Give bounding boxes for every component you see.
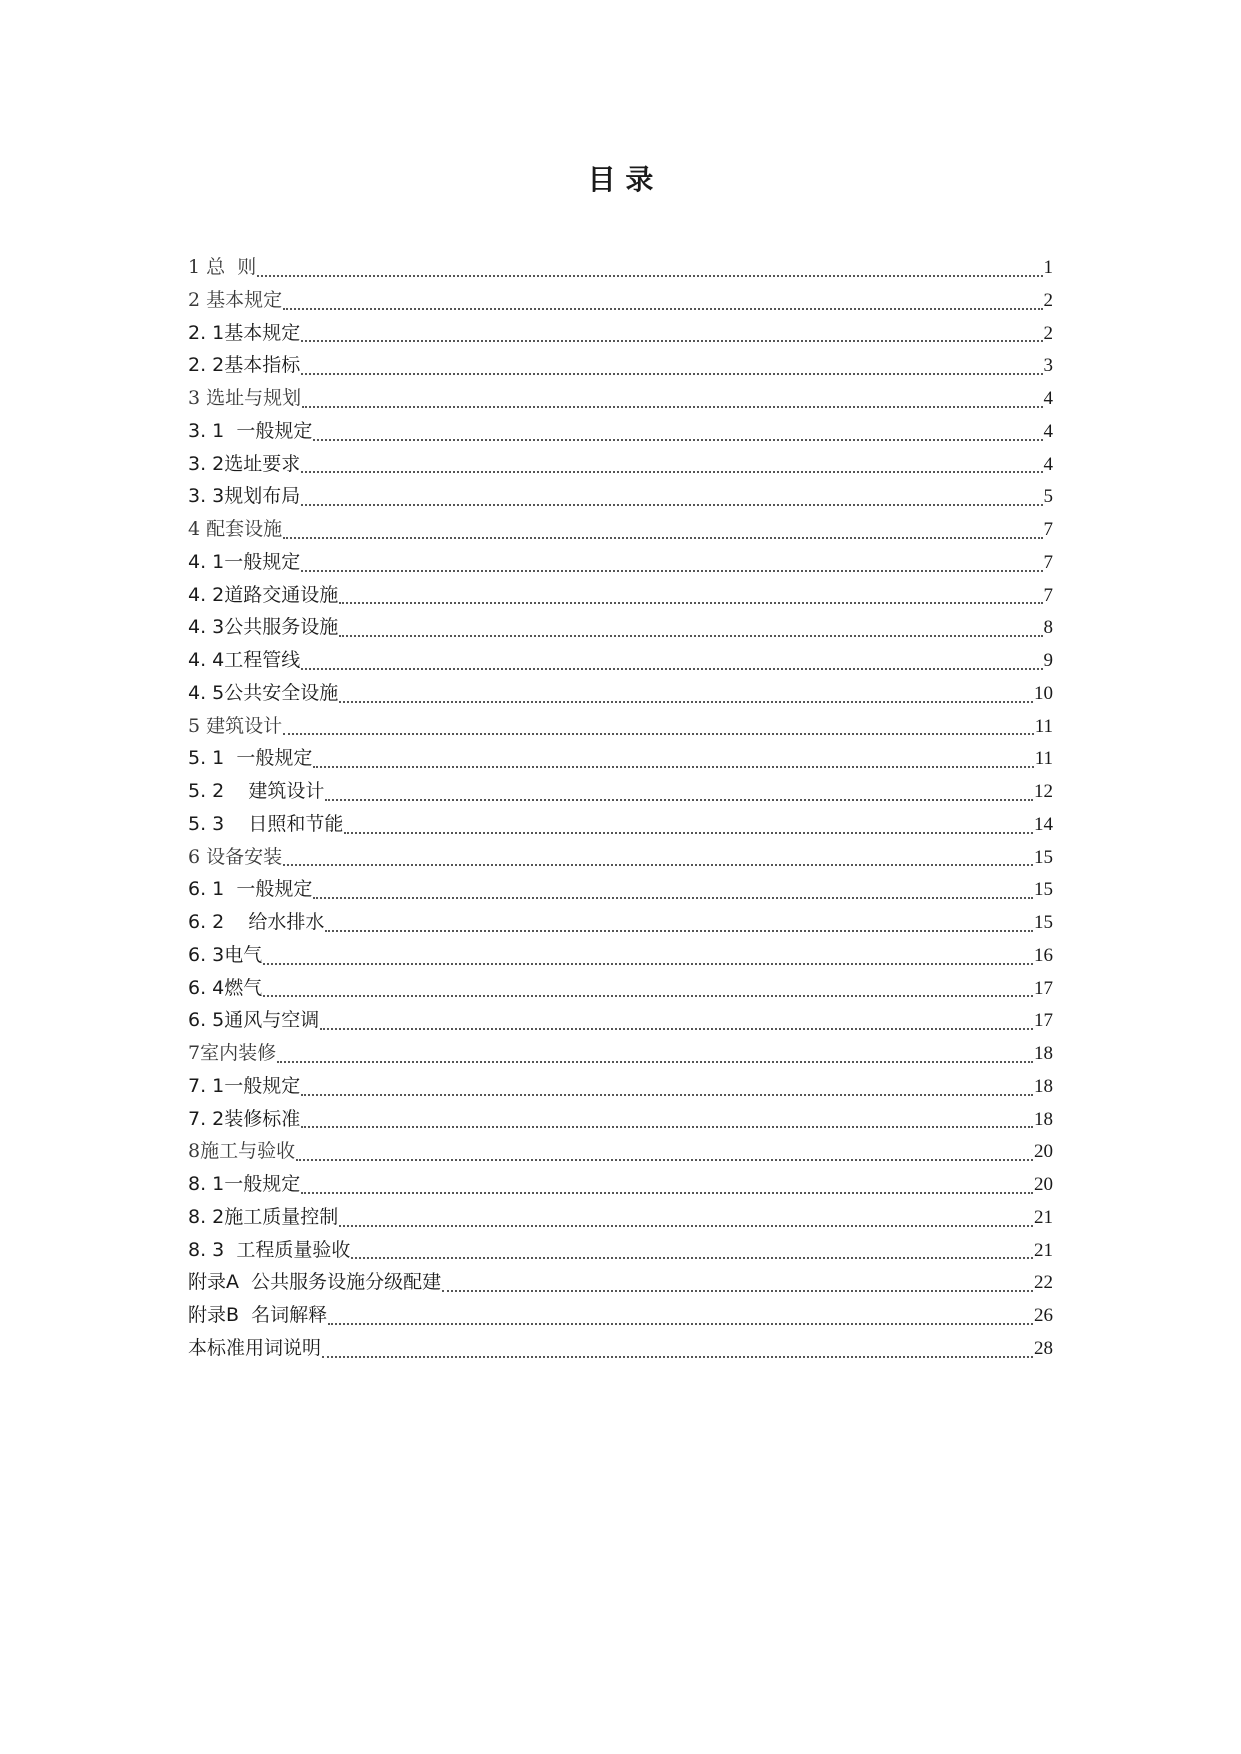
dot-leader <box>351 1256 1033 1259</box>
toc-page-number: 21 <box>1034 1239 1053 1261</box>
toc-entry-title: 2 基本规定 <box>188 288 283 311</box>
toc-entry[interactable] <box>188 677 1053 710</box>
toc-entry-title: 4. 4工程管线 <box>188 649 301 671</box>
toc-page-number: 10 <box>1034 682 1053 704</box>
dot-leader <box>302 405 1042 408</box>
dot-leader <box>442 1289 1033 1292</box>
toc-entry[interactable] <box>188 415 1053 448</box>
toc-entry[interactable] <box>188 1168 1053 1201</box>
toc-entry[interactable] <box>188 1070 1053 1103</box>
dot-leader <box>339 700 1033 703</box>
dot-leader <box>339 634 1042 637</box>
toc-page-number: 7 <box>1043 519 1053 540</box>
toc-entry-title: 3. 2选址要求 <box>188 452 301 475</box>
toc-entry[interactable] <box>188 1103 1053 1136</box>
toc-page-number: 7 <box>1043 551 1053 573</box>
toc-page-number: 5 <box>1043 486 1053 508</box>
dot-leader <box>301 1125 1033 1128</box>
toc-page-number: 4 <box>1043 453 1053 475</box>
toc-entry[interactable] <box>188 448 1053 481</box>
dot-leader <box>257 274 1042 277</box>
toc-page-number: 22 <box>1034 1272 1053 1294</box>
toc-entry-title: 8. 2施工质量控制 <box>188 1205 339 1228</box>
toc-entry[interactable] <box>188 382 1053 415</box>
toc-entry-title: 本标准用词说明 <box>188 1336 322 1359</box>
toc-page-number: 17 <box>1034 1010 1053 1032</box>
toc-entry[interactable] <box>188 611 1053 644</box>
toc-page-number: 1 <box>1043 257 1053 278</box>
toc-entry[interactable] <box>188 1037 1053 1070</box>
toc-page-number: 9 <box>1043 650 1053 671</box>
toc-page-number: 2 <box>1043 289 1053 311</box>
toc-entry-title: 8施工与验收 <box>188 1140 296 1163</box>
dot-leader <box>325 929 1033 932</box>
toc-page-number: 15 <box>1034 912 1053 933</box>
dot-leader <box>313 896 1033 899</box>
toc-page-number: 7 <box>1043 584 1053 606</box>
toc-entry[interactable] <box>188 284 1053 317</box>
toc-entry-title: 6. 2 给水排水 <box>188 911 325 933</box>
page-title: 目 录 <box>587 163 654 196</box>
table-of-contents <box>188 251 1053 1365</box>
dot-leader <box>322 1355 1033 1358</box>
toc-entry[interactable] <box>188 939 1053 972</box>
dot-leader <box>283 307 1042 310</box>
toc-entry-title: 3. 3规划布局 <box>188 485 301 508</box>
toc-entry-title: 5. 2 建筑设计 <box>188 780 325 802</box>
dot-leader <box>313 765 1033 768</box>
toc-entry[interactable] <box>188 1135 1053 1168</box>
toc-entry-title: 6. 4燃气 <box>188 976 263 999</box>
toc-entry[interactable] <box>188 1201 1053 1234</box>
toc-entry-title: 6. 3电气 <box>188 943 263 966</box>
toc-entry-title: 7. 2装修标准 <box>188 1107 301 1130</box>
toc-entry-title: 1 总 则 <box>188 256 257 278</box>
toc-entry[interactable] <box>188 972 1053 1005</box>
dot-leader <box>301 1093 1033 1096</box>
dot-leader <box>320 1027 1033 1030</box>
toc-entry-title: 附录A 公共服务设施分级配建 <box>188 1271 442 1294</box>
dot-leader <box>339 601 1042 604</box>
toc-entry-title: 2. 2基本指标 <box>188 354 301 377</box>
toc-page-number: 26 <box>1034 1305 1053 1326</box>
toc-entry[interactable] <box>188 1299 1053 1332</box>
toc-entry-title: 4. 1一般规定 <box>188 550 301 573</box>
toc-entry[interactable] <box>188 841 1053 874</box>
toc-entry-title: 8. 3 工程质量验收 <box>188 1238 351 1261</box>
toc-page-number: 20 <box>1034 1141 1053 1163</box>
toc-entry-title: 3 选址与规划 <box>188 387 302 409</box>
toc-entry[interactable] <box>188 1004 1053 1037</box>
dot-leader <box>296 1158 1033 1161</box>
dot-leader <box>313 438 1042 441</box>
dot-leader <box>263 962 1033 965</box>
toc-page-number: 11 <box>1034 748 1053 770</box>
toc-entry-title: 7. 1一般规定 <box>188 1074 301 1097</box>
toc-entry[interactable] <box>188 808 1053 841</box>
toc-entry-title: 6. 1 一般规定 <box>188 878 313 901</box>
toc-entry-title: 4. 2道路交通设施 <box>188 583 339 606</box>
toc-page-number: 4 <box>1043 388 1053 409</box>
dot-leader <box>328 1322 1033 1325</box>
toc-page-number: 18 <box>1034 1108 1053 1130</box>
toc-page-number: 15 <box>1034 879 1053 901</box>
dot-leader <box>277 1060 1033 1063</box>
dot-leader <box>301 339 1042 342</box>
dot-leader <box>301 569 1042 572</box>
dot-leader <box>283 732 1034 735</box>
dot-leader <box>263 994 1033 997</box>
toc-page-number: 17 <box>1034 977 1053 999</box>
toc-entry[interactable] <box>188 1234 1053 1267</box>
toc-entry-title: 3. 1 一般规定 <box>188 419 313 442</box>
toc-entry-title: 4. 3公共服务设施 <box>188 616 339 639</box>
toc-entry[interactable] <box>188 775 1053 808</box>
toc-page-number: 3 <box>1043 355 1053 377</box>
toc-entry-title: 4. 5公共安全设施 <box>188 681 339 704</box>
toc-entry[interactable] <box>188 513 1053 546</box>
toc-entry[interactable] <box>188 579 1053 612</box>
toc-entry-title: 附录B 名词解释 <box>188 1304 328 1326</box>
toc-entry[interactable] <box>188 644 1053 677</box>
toc-entry[interactable] <box>188 349 1053 382</box>
toc-entry[interactable] <box>188 742 1053 775</box>
dot-leader <box>301 470 1042 473</box>
toc-page-number: 15 <box>1034 846 1053 868</box>
toc-page-number: 18 <box>1034 1043 1053 1064</box>
toc-entry-title: 2. 1基本规定 <box>188 321 301 344</box>
toc-entry[interactable] <box>188 251 1053 284</box>
dot-leader <box>301 503 1042 506</box>
toc-entry-title: 4 配套设施 <box>188 518 283 540</box>
toc-entry-title: 8. 1一般规定 <box>188 1173 301 1195</box>
toc-entry[interactable] <box>188 480 1053 513</box>
toc-entry-title: 6 设备安装 <box>188 845 283 868</box>
toc-entry[interactable] <box>188 906 1053 939</box>
toc-page-number: 12 <box>1034 781 1053 802</box>
toc-entry[interactable] <box>188 873 1053 906</box>
toc-page-number: 8 <box>1043 617 1053 639</box>
toc-entry-title: 6. 5通风与空调 <box>188 1009 320 1032</box>
toc-entry-title: 7室内装修 <box>188 1042 277 1064</box>
dot-leader <box>339 1224 1033 1227</box>
toc-page-number: 16 <box>1034 944 1053 966</box>
toc-entry-title: 5 建筑设计 <box>188 714 283 737</box>
dot-leader <box>301 372 1042 375</box>
dot-leader <box>283 863 1033 866</box>
toc-entry[interactable] <box>188 317 1053 350</box>
toc-entry[interactable] <box>188 710 1053 743</box>
toc-entry[interactable] <box>188 1332 1053 1365</box>
dot-leader <box>301 667 1042 670</box>
toc-page-number: 21 <box>1034 1206 1053 1228</box>
dot-leader <box>301 1191 1033 1194</box>
toc-entry-title: 5. 3 日照和节能 <box>188 812 344 835</box>
toc-entry[interactable] <box>188 546 1053 579</box>
toc-page-number: 18 <box>1034 1075 1053 1097</box>
toc-page-number: 28 <box>1034 1337 1053 1359</box>
toc-page-number: 11 <box>1034 715 1053 737</box>
dot-leader <box>344 831 1033 834</box>
toc-page-number: 14 <box>1034 813 1053 835</box>
toc-entry[interactable] <box>188 1266 1053 1299</box>
toc-page-number: 4 <box>1043 420 1053 442</box>
dot-leader <box>283 536 1042 539</box>
toc-page-number: 20 <box>1034 1174 1053 1195</box>
toc-page-number: 2 <box>1043 322 1053 344</box>
toc-entry-title: 5. 1 一般规定 <box>188 747 313 770</box>
dot-leader <box>325 798 1033 801</box>
